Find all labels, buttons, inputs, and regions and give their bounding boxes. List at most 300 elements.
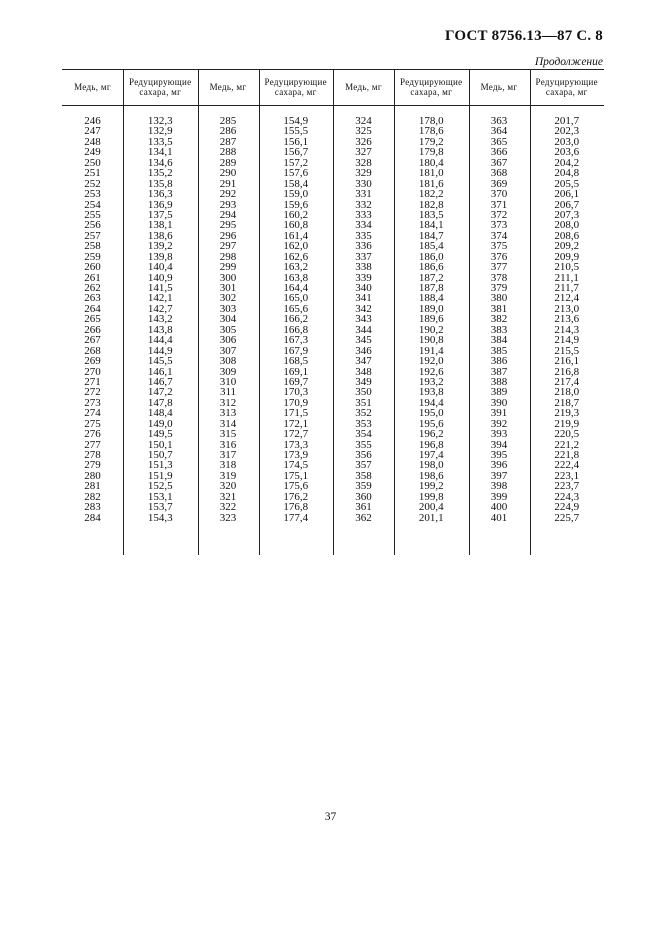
sugar-cell: 146,7 [147,375,173,388]
sugar-cell: 221,8 [554,449,580,461]
copper-cell: 290 [219,167,237,180]
copper-cell: 352 [355,407,372,420]
sugar-cell: 189,6 [418,313,444,326]
copper-cell: 296 [219,229,237,242]
sugar-cell: 186,6 [418,261,444,274]
sugar-cell: 201,7 [554,115,580,127]
sugar-cell: 199,2 [418,480,444,493]
copper-cell: 378 [490,271,508,284]
sugar-cell: 193,2 [418,375,444,388]
sugar-cell: 153,7 [147,501,173,514]
sugar-cell: 179,8 [418,146,444,159]
sugar-cell: 181,6 [418,177,444,190]
sugar-cell: 196,2 [418,428,444,441]
sugar-cell: 177,4 [283,511,309,524]
sugar-cell: 133,5 [147,135,173,148]
sugar-cell: 214,9 [554,334,580,347]
sugar-column [530,116,605,523]
copper-cell: 255 [84,208,101,221]
sugar-cell: 219,9 [554,417,580,430]
sugar-cell: 202,3 [554,125,580,138]
sugar-column [123,116,198,523]
copper-cell: 288 [219,146,237,159]
sugar-cell: 135,2 [147,167,173,180]
sugar-cell: 185,4 [418,240,444,253]
copper-cell: 380 [490,292,508,305]
sugar-cell: 218,0 [554,386,580,399]
copper-cell: 332 [355,198,372,211]
sugar-cell: 178,6 [418,125,444,138]
copper-cell: 282 [84,490,101,503]
copper-cell: 263 [84,292,101,305]
copper-cell: 260 [84,261,101,274]
sugar-cell: 186,0 [418,250,444,263]
sugar-cell: 182,8 [418,198,444,211]
sugar-cell: 154,3 [147,511,173,524]
copper-cell: 303 [219,302,237,315]
sugar-cell: 171,5 [283,407,309,420]
sugar-cell: 208,0 [554,219,580,232]
copper-cell: 362 [355,511,372,524]
sugar-cell: 176,2 [283,490,309,503]
sugar-cell: 201,1 [418,511,444,524]
sugar-cell: 153,1 [147,490,173,503]
copper-cell: 297 [219,240,237,253]
copper-cell: 293 [219,198,237,211]
sugar-cell: 150,7 [147,449,173,461]
sugar-cell: 156,7 [283,146,309,159]
sugar-cell: 181,0 [418,167,444,180]
copper-cell: 347 [355,355,372,368]
sugar-cell: 163,8 [283,271,309,284]
sugar-cell: 221,2 [554,438,580,451]
copper-cell: 281 [84,480,101,493]
sugar-cell: 172,1 [283,417,309,430]
sugar-cell: 204,2 [554,156,580,169]
sugar-cell: 165,0 [283,292,309,305]
sugar-cell: 211,7 [554,282,579,294]
sugar-cell: 143,2 [147,313,173,326]
copper-cell: 358 [355,469,372,482]
copper-cell: 325 [355,125,372,138]
sugar-cell: 224,9 [554,501,580,514]
copper-cell: 246 [84,115,101,127]
copper-cell: 400 [490,501,508,514]
copper-cell: 321 [219,490,237,503]
sugar-cell: 206,1 [554,188,580,201]
sugar-cell: 174,5 [283,459,309,472]
sugar-cell: 191,4 [418,344,444,357]
copper-cell: 261 [84,271,101,284]
copper-cell: 287 [219,135,237,148]
sugar-cell: 224,3 [554,490,580,503]
sugar-cell: 178,0 [418,115,444,127]
sugar-cell: 190,8 [418,334,444,347]
sugar-cell: 193,8 [418,386,444,399]
sugar-cell: 166,8 [283,323,309,336]
copper-cell: 267 [84,334,101,347]
copper-cell: 254 [84,198,101,211]
copper-cell: 357 [355,459,372,472]
sugar-cell: 176,8 [283,501,309,514]
sugar-cell: 138,6 [147,229,173,242]
copper-cell: 351 [355,396,372,409]
copper-cell: 393 [490,428,508,441]
copper-cell: 299 [219,261,237,274]
header-copper: Медь, мг [209,82,247,92]
sugar-cell: 140,9 [147,271,173,284]
copper-cell: 276 [84,428,101,441]
sugar-cell: 156,1 [283,135,309,148]
copper-cell: 292 [219,188,237,201]
copper-cell: 340 [355,282,372,294]
sugar-cell: 195,0 [418,407,444,420]
copper-cell: 274 [84,407,101,420]
copper-cell: 248 [84,135,101,148]
sugar-cell: 196,8 [418,438,444,451]
sugar-cell: 147,2 [147,386,173,399]
copper-cell: 335 [355,229,372,242]
copper-cell: 375 [490,240,508,253]
copper-cell: 397 [490,469,508,482]
copper-sugar-table [62,69,604,555]
copper-cell: 259 [84,250,101,263]
copper-cell: 266 [84,323,101,336]
copper-cell: 278 [84,449,101,461]
copper-cell: 372 [490,208,508,221]
copper-cell: 383 [490,323,508,336]
sugar-cell: 187,2 [418,271,444,284]
copper-cell: 390 [490,396,508,409]
sugar-cell: 203,6 [554,146,580,159]
copper-cell: 269 [84,355,101,368]
sugar-cell: 136,9 [147,198,173,211]
copper-cell: 398 [490,480,508,493]
copper-cell: 349 [355,375,372,388]
copper-cell: 327 [355,146,372,159]
copper-cell: 271 [84,375,101,388]
copper-cell: 323 [219,511,237,524]
copper-cell: 308 [219,355,237,368]
continuation-label: Продолжение [534,56,603,68]
copper-cell: 309 [219,365,237,378]
copper-cell: 318 [219,459,237,472]
sugar-cell: 215,5 [554,344,580,357]
sugar-cell: 163,2 [283,261,309,274]
sugar-cell: 225,7 [554,511,580,524]
copper-cell: 283 [84,501,101,514]
sugar-cell: 150,1 [147,438,173,451]
sugar-cell: 203,0 [554,135,580,148]
copper-cell: 315 [219,428,237,441]
sugar-cell: 207,3 [554,208,580,221]
sugar-cell: 136,3 [147,188,173,201]
sugar-cell: 169,1 [283,365,309,378]
sugar-cell: 197,4 [418,449,444,461]
sugar-cell: 180,4 [418,156,444,169]
sugar-cell: 160,2 [283,208,309,221]
sugar-cell: 209,2 [554,240,580,253]
sugar-cell: 214,3 [554,323,580,336]
copper-cell: 354 [355,428,372,441]
header-copper: Медь, мг [74,82,111,92]
copper-cell: 329 [355,167,372,180]
sugar-cell: 183,5 [418,208,444,221]
copper-cell: 313 [219,407,237,420]
copper-cell: 275 [84,417,101,430]
copper-cell: 285 [219,115,237,127]
sugar-cell: 164,4 [283,282,309,294]
copper-cell: 272 [84,386,101,399]
copper-cell: 389 [490,386,508,399]
sugar-cell: 172,7 [283,428,309,441]
copper-cell: 331 [355,188,372,201]
copper-cell: 249 [84,146,101,159]
sugar-cell: 190,2 [418,323,444,336]
copper-cell: 388 [490,375,508,388]
sugar-cell: 135,8 [147,177,173,190]
copper-cell: 250 [84,156,101,169]
sugar-cell: 173,9 [283,449,309,461]
copper-cell: 384 [490,334,508,347]
sugar-cell: 138,1 [147,219,173,232]
copper-cell: 386 [490,355,508,368]
copper-cell: 264 [84,302,101,315]
sugar-cell: 182,2 [418,188,444,201]
sugar-cell: 216,8 [554,365,580,378]
sugar-cell: 200,4 [418,501,444,514]
copper-cell: 367 [490,156,508,169]
copper-cell: 394 [490,438,508,451]
sugar-column [259,116,334,523]
copper-cell: 339 [355,271,372,284]
copper-cell: 341 [355,292,372,305]
copper-cell: 304 [219,313,237,326]
copper-cell: 306 [219,334,237,347]
copper-column [198,116,259,523]
sugar-cell: 146,1 [147,365,173,378]
sugar-cell: 160,8 [283,219,309,232]
sugar-cell: 167,3 [283,334,309,347]
sugar-cell: 198,6 [418,469,444,482]
copper-cell: 311 [219,386,237,399]
copper-cell: 350 [355,386,372,399]
copper-cell: 370 [490,188,508,201]
sugar-cell: 166,2 [283,313,309,326]
copper-cell: 257 [84,229,101,242]
sugar-cell: 195,6 [418,417,444,430]
sugar-cell: 218,7 [554,396,580,409]
copper-cell: 258 [84,240,101,253]
sugar-cell: 206,7 [554,198,580,211]
sugar-cell: 217,4 [554,375,580,388]
copper-cell: 387 [490,365,508,378]
sugar-cell: 199,8 [418,490,444,503]
sugar-cell: 154,9 [283,115,309,127]
copper-cell: 319 [219,469,237,482]
sugar-cell: 134,1 [147,146,173,159]
copper-cell: 268 [84,344,101,357]
copper-cell: 363 [490,115,508,127]
copper-cell: 337 [355,250,372,263]
copper-cell: 344 [355,323,372,336]
header-sugar: Редуцирующие сахара, мг [129,77,192,97]
sugar-cell: 152,5 [147,480,173,493]
copper-cell: 253 [84,188,101,201]
sugar-cell: 187,8 [418,282,444,294]
sugar-cell: 220,5 [554,428,580,441]
sugar-cell: 162,0 [283,240,309,253]
copper-cell: 247 [84,125,101,138]
header-sugar: Редуцирующие сахара, мг [264,77,327,97]
sugar-cell: 188,4 [418,292,444,305]
sugar-cell: 170,9 [283,396,309,409]
sugar-cell: 142,7 [147,302,173,315]
sugar-cell: 169,7 [283,375,309,388]
sugar-cell: 208,6 [554,229,580,242]
copper-cell: 353 [355,417,372,430]
copper-cell: 280 [84,469,101,482]
copper-cell: 305 [219,323,237,336]
sugar-column [394,116,469,523]
sugar-cell: 192,0 [418,355,444,368]
sugar-cell: 192,6 [418,365,444,378]
sugar-cell: 213,6 [554,313,580,326]
copper-cell: 401 [490,511,508,524]
copper-column [62,116,123,523]
sugar-cell: 216,1 [554,355,580,368]
sugar-cell: 149,0 [147,417,173,430]
header-sugar: Редуцирующие сахара, мг [400,77,463,97]
header-copper: Медь, мг [345,82,382,92]
copper-column [333,116,394,523]
copper-cell: 286 [219,125,237,138]
sugar-cell: 141,5 [147,282,173,294]
copper-cell: 366 [490,146,508,159]
copper-cell: 391 [490,407,508,420]
copper-cell: 330 [355,177,372,190]
sugar-cell: 159,6 [283,198,309,211]
copper-cell: 270 [84,365,101,378]
copper-cell: 365 [490,135,508,148]
sugar-cell: 143,8 [147,323,173,336]
copper-cell: 307 [219,344,237,357]
copper-cell: 356 [355,449,372,461]
copper-cell: 317 [219,449,237,461]
copper-cell: 348 [355,365,372,378]
sugar-cell: 211,1 [554,271,579,284]
sugar-cell: 148,4 [147,407,173,420]
copper-cell: 373 [490,219,508,232]
sugar-cell: 223,1 [554,469,580,482]
sugar-cell: 189,0 [418,302,444,315]
copper-cell: 256 [84,219,101,232]
copper-cell: 252 [84,177,101,190]
copper-cell: 273 [84,396,101,409]
sugar-cell: 168,5 [283,355,309,368]
sugar-cell: 159,0 [283,188,309,201]
sugar-cell: 161,4 [283,229,309,242]
sugar-cell: 184,7 [418,229,444,242]
copper-cell: 300 [219,271,237,284]
copper-cell: 345 [355,334,372,347]
copper-cell: 399 [490,490,508,503]
sugar-cell: 184,1 [418,219,444,232]
copper-cell: 334 [355,219,372,232]
copper-cell: 374 [490,229,508,242]
copper-cell: 369 [490,177,508,190]
copper-cell: 289 [219,156,237,169]
sugar-cell: 145,5 [147,355,173,368]
copper-cell: 279 [84,459,101,472]
sugar-cell: 132,3 [147,115,173,127]
copper-cell: 371 [490,198,508,211]
sugar-cell: 175,1 [283,469,309,482]
sugar-cell: 139,8 [147,250,173,263]
sugar-cell: 147,8 [147,396,173,409]
sugar-cell: 219,3 [554,407,580,420]
sugar-cell: 212,4 [554,292,580,305]
copper-cell: 328 [355,156,372,169]
document-header: ГОСТ 8756.13—87 С. 8 [445,28,603,44]
sugar-cell: 205,5 [554,177,580,190]
copper-cell: 294 [219,208,237,221]
sugar-cell: 132,9 [147,125,173,138]
sugar-cell: 157,2 [283,156,309,169]
copper-cell: 376 [490,250,508,263]
sugar-cell: 144,4 [147,334,173,347]
copper-cell: 298 [219,250,237,263]
sugar-cell: 210,5 [554,261,580,274]
sugar-cell: 158,4 [283,177,309,190]
copper-cell: 359 [355,480,372,493]
copper-cell: 382 [490,313,508,326]
copper-cell: 310 [219,375,237,388]
copper-cell: 381 [490,302,508,315]
copper-cell: 322 [219,501,237,514]
copper-cell: 333 [355,208,372,221]
sugar-cell: 137,5 [147,208,173,221]
copper-cell: 343 [355,313,372,326]
copper-cell: 316 [219,438,237,451]
copper-cell: 346 [355,344,372,357]
copper-cell: 396 [490,459,508,472]
copper-cell: 324 [355,115,372,127]
sugar-cell: 142,1 [147,292,173,305]
copper-cell: 392 [490,417,508,430]
copper-cell: 284 [84,511,101,524]
sugar-cell: 179,2 [418,135,444,148]
copper-cell: 314 [219,417,237,430]
copper-cell: 277 [84,438,101,451]
copper-cell: 355 [355,438,372,451]
sugar-cell: 170,3 [283,386,309,399]
sugar-cell: 157,6 [283,167,309,180]
copper-cell: 320 [219,480,237,493]
copper-cell: 395 [490,449,508,461]
copper-cell: 379 [490,282,508,294]
page-number: 37 [324,811,337,823]
sugar-cell: 175,6 [283,480,309,493]
sugar-cell: 198,0 [418,459,444,472]
copper-cell: 368 [490,167,508,180]
sugar-cell: 213,0 [554,302,580,315]
sugar-cell: 149,5 [147,428,173,441]
sugar-cell: 194,4 [418,396,444,409]
copper-cell: 326 [355,135,372,148]
copper-cell: 377 [490,261,508,274]
copper-cell: 251 [84,167,101,180]
